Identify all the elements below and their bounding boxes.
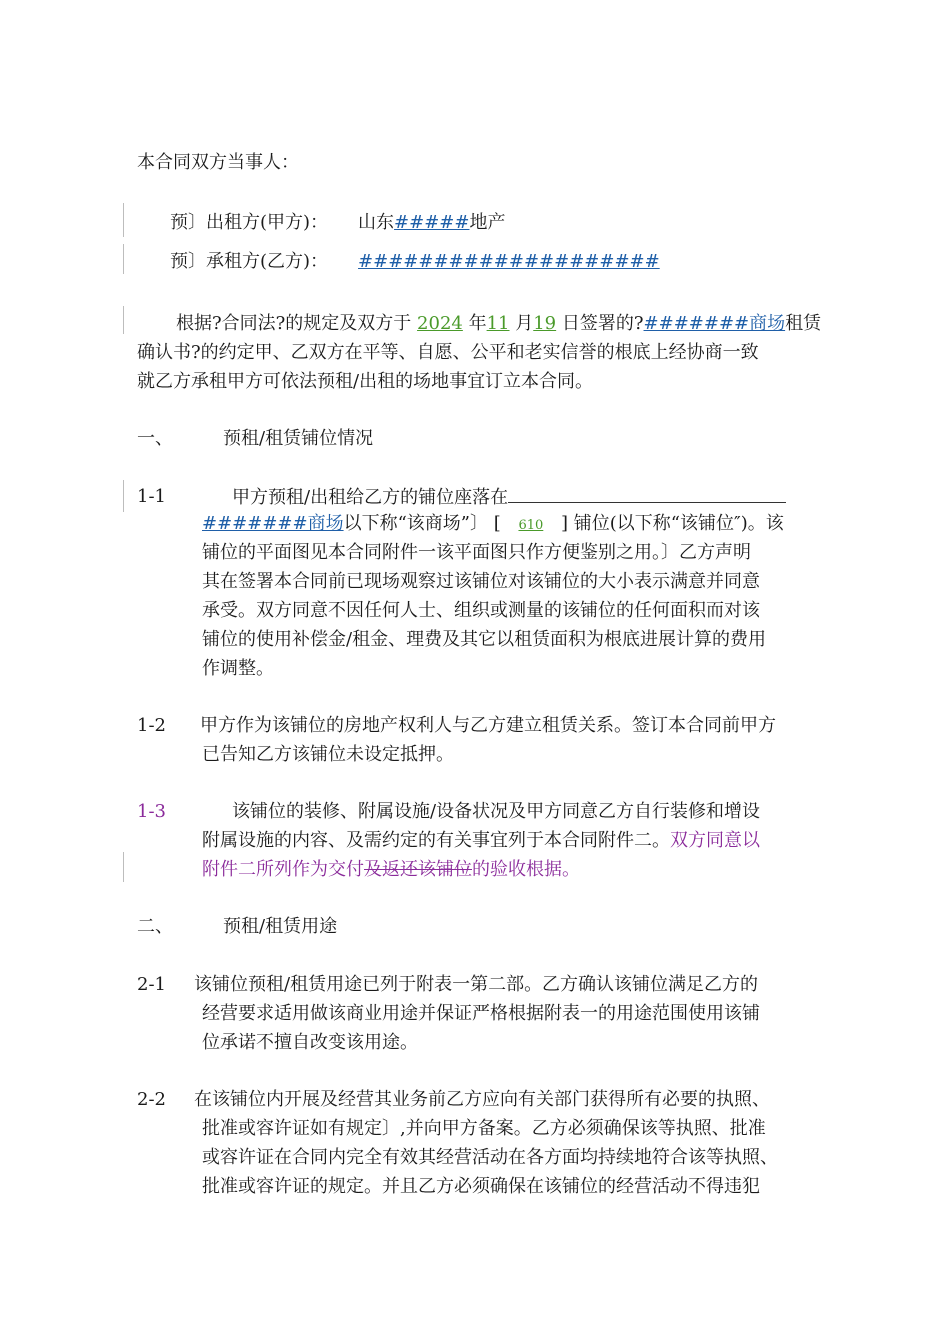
preamble-year-unit: 年	[468, 313, 487, 334]
preamble-line-1	[176, 309, 821, 338]
clause-1-3-line-3	[202, 855, 580, 884]
party-b-name: ####################	[358, 251, 660, 272]
clause-1-1-number: 1-1	[137, 486, 166, 507]
clause-text: ] 铺位(以下称“该铺位″)。该	[561, 513, 784, 534]
preamble-month: 11	[486, 313, 510, 334]
blank-underline	[508, 482, 786, 503]
clause-text: 甲方预租/出租给乙方的铺位座落在	[232, 487, 509, 508]
party-a	[170, 208, 505, 237]
section-1-title: 预租/租赁铺位情况	[223, 428, 374, 449]
clause-1-2-line-1: 甲方作为该铺位的房地产权利人与乙方建立租赁关系。签订本合同前甲方	[200, 715, 776, 736]
section-2-title: 预租/租赁用途	[223, 916, 338, 937]
clause-2-2-line-3: 或容许证在合同内完全有效其经营活动在各方面均持续地符合该等执照、	[202, 1147, 778, 1168]
clause-1-1-line-1	[232, 482, 786, 512]
clause-2-2-line-4: 批准或容许证的规定。并且乙方必须确保在该铺位的经营活动不得违犯	[202, 1176, 760, 1197]
party-b-prefix: 预〕承租方(乙方)：	[170, 251, 329, 272]
preamble-text: 租赁	[785, 313, 822, 334]
clause-2-2-line-2: 批准或容许证如有规定〕,并向甲方备案。乙方必须确保该等执照、批准	[202, 1118, 766, 1139]
clause-2-1-line-3: 位承诺不擅自改变该用途。	[202, 1032, 418, 1053]
revision-bar	[123, 203, 124, 237]
revision-bar	[123, 480, 124, 512]
preamble-mall-name: #######商场	[643, 313, 786, 334]
clause-2-2-line-1: 在该铺位内开展及经营其业务前乙方应向有关部门获得所有必要的执照、	[194, 1089, 770, 1110]
section-1-number: 一、	[137, 428, 173, 449]
revision-bar	[123, 852, 124, 882]
party-b	[170, 247, 660, 276]
preamble-text: 日签署的?	[561, 313, 644, 334]
clause-2-2-number: 2-2	[137, 1089, 166, 1110]
clause-2-1-number: 2-1	[137, 974, 166, 995]
clause-1-3-line-2	[202, 826, 760, 855]
clause-1-1-line-4: 其在签署本合同前已现场观察过该铺位对该铺位的大小表示满意并同意	[202, 571, 760, 592]
clause-1-3-line-1: 该铺位的装修、附属设施/设备状况及甲方同意乙方自行装修和增设	[232, 801, 761, 822]
clause-1-3-number: 1-3	[137, 801, 166, 822]
intro-line: 本合同双方当事人：	[137, 152, 299, 173]
clause-text: 附属设施的内容、及需约定的有关事宜列于本合同附件二。	[202, 830, 670, 851]
clause-1-1-mall: #######商场	[202, 513, 344, 534]
clause-2-1-line-1: 该铺位预租/租赁用途已列于附表一第二部。乙方确认该铺位满足乙方的	[194, 974, 759, 995]
preamble-text: 根据?合同法?的规定及双方于	[176, 313, 412, 334]
clause-1-1-unit-no: 610	[518, 518, 544, 533]
preamble-month-unit: 月	[515, 313, 534, 334]
preamble-line-3: 就乙方承租甲方可依法预租/出租的场地事宜订立本合同。	[137, 371, 594, 392]
section-2-number: 二、	[137, 916, 173, 937]
clause-1-3-inserted-text: 附件二所列作为交付	[202, 859, 364, 880]
revision-bar	[123, 244, 124, 274]
clause-2-1-line-2: 经营要求适用做该商业用途并保证严格根据附表一的用途范围使用该铺	[202, 1003, 760, 1024]
preamble-day: 19	[533, 313, 557, 334]
clause-1-2-line-2: 已告知乙方该铺位未设定抵押。	[202, 744, 454, 765]
party-a-hash: #####	[394, 212, 470, 233]
clause-1-3-inserted-text: 双方同意以	[670, 830, 760, 851]
clause-1-1-line-6: 铺位的使用补偿金/租金、理费及其它以租赁面积为根底进展计算的费用	[202, 629, 767, 650]
clause-text: 以下称“该商场”〕 [	[343, 513, 501, 534]
preamble-year: 2024	[417, 313, 463, 334]
preamble-line-2: 确认书?的约定甲、乙双方在平等、自愿、公平和老实信誉的根底上经协商一致	[137, 342, 759, 363]
party-a-name-2: 地产	[469, 212, 506, 233]
clause-1-3-inserted-text: 的验收根据。	[472, 859, 580, 880]
clause-1-3-deleted-text: 及返还该铺位	[364, 859, 472, 880]
clause-1-1-line-3: 铺位的平面图见本合同附件一该平面图只作方便鉴别之用。〕乙方声明	[202, 542, 751, 563]
party-a-name-1: 山东	[358, 212, 395, 233]
clause-1-1-line-2	[202, 509, 784, 540]
clause-1-2-number: 1-2	[137, 715, 166, 736]
clause-1-1-line-7: 作调整。	[202, 658, 274, 679]
clause-1-1-line-5: 承受。双方同意不因任何人士、组织或测量的该铺位的任何面积而对该	[202, 600, 760, 621]
party-a-prefix: 预〕出租方(甲方)：	[170, 212, 329, 233]
revision-bar	[123, 306, 124, 334]
